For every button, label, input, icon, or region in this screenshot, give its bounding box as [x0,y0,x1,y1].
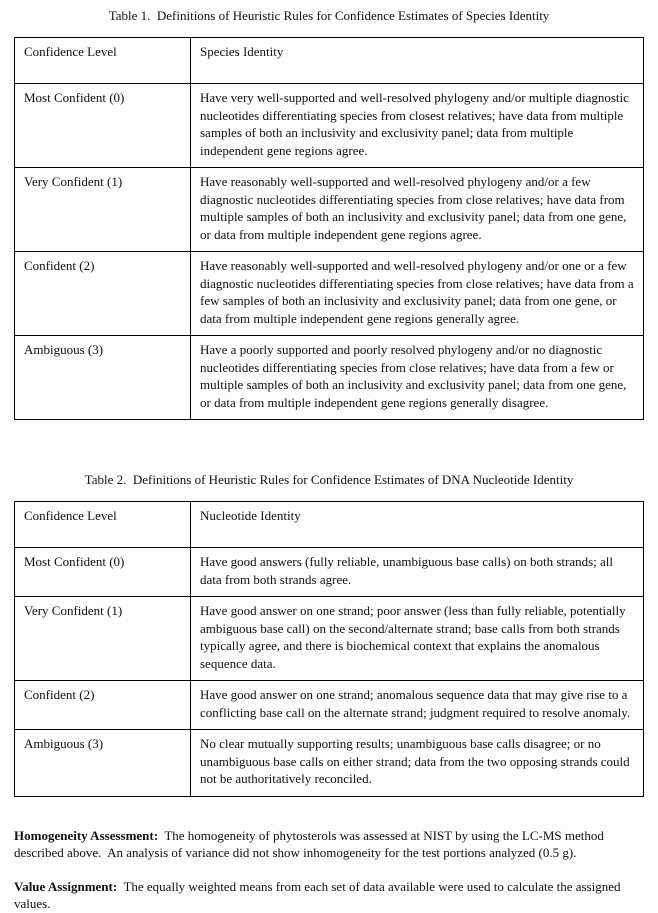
definition-cell: Have very well-supported and well-resolved phylogeny and/or multiple diagnostic nucleotides differentiating species from closest relatives; have data from multiple samples of both an inclusivity and exclusivity panel; data from multiple independent gene regions agree. [191,84,644,168]
confidence-level-cell: Most Confident (0) [15,548,191,597]
confidence-level-cell: Very Confident (1) [15,168,191,252]
table2 [14,501,644,797]
confidence-level-cell: Ambiguous (3) [15,730,191,797]
value-assignment-paragraph [14,878,644,913]
confidence-level-cell: Very Confident (1) [15,597,191,681]
table2-header-nucleotide-identity: Nucleotide Identity [191,502,644,548]
table2-header-row [15,502,644,548]
table1-row-ambiguous [15,336,644,420]
definition-cell: Have a poorly supported and poorly resolved phylogeny and/or no diagnostic nucleotides differentiating species from close relatives; have data from a few or multiple samples of both an inclusivity and exclusivity panel; data from one gene, or data from multiple independent gene regions generally disagree. [191,336,644,420]
table1-row-very-confident [15,168,644,252]
table1-row-confident [15,252,644,336]
homogeneity-assessment-paragraph [14,827,644,862]
definition-cell: Have reasonably well-supported and well-resolved phylogeny and/or one or a few diagnostic nucleotides differentiating species from close relatives; have data from a few samples of both an inclusivity and exclusivity panel; data from one gene, or data from multiple independent gene regions generally agree. [191,252,644,336]
homogeneity-assessment-label: Homogeneity Assessment: [14,827,159,843]
table1-title: Table 1. Definitions of Heuristic Rules for Confidence Estimates of Species Identity [108,8,550,23]
table2-row-ambiguous [15,730,644,797]
table1-header-species-identity: Species Identity [191,38,644,84]
table2-header-confidence-level: Confidence Level [15,502,191,548]
definition-cell: Have reasonably well-supported and well-resolved phylogeny and/or a few diagnostic nucleotides differentiating species from close relatives; have data from multiple samples of both an inclusivity and exclusivity panel; data from one gene, or data from multiple independent gene regions agree. [191,168,644,252]
confidence-level-cell: Confident (2) [15,681,191,730]
table1 [14,37,644,420]
confidence-level-cell: Confident (2) [15,252,191,336]
confidence-level-cell: Ambiguous (3) [15,336,191,420]
table1-section [14,8,644,420]
table2-row-very-confident [15,597,644,681]
table2-row-most-confident [15,548,644,597]
definition-cell: Have good answer on one strand; anomalous sequence data that may give rise to a conflicting base call on the alternate strand; judgment required to resolve anomaly. [191,681,644,730]
table2-title: Table 2. Definitions of Heuristic Rules for Confidence Estimates of DNA Nucleotide Identity [84,472,574,487]
definition-cell: Have good answer on one strand; poor answer (less than fully reliable, potentially ambiguous base call) on the second/alternate strand; base calls from both strands typically agree, and there is biochemical context that explains the anomalous sequence data. [191,597,644,681]
table2-row-confident [15,681,644,730]
definition-cell: No clear mutually supporting results; unambiguous base calls disagree; or no unambiguous base calls on either strand; data from the two opposing strands could not be authoritatively reconciled. [191,730,644,797]
value-assignment-label: Value Assignment: [14,878,118,894]
table1-header-confidence-level: Confidence Level [15,38,191,84]
table2-section [14,472,644,797]
value-assignment-text: The equally weighted means from each set of data available were used to calculate the assigned values. [14,878,624,911]
notes-section [14,827,644,913]
definition-cell: Have good answers (fully reliable, unambiguous base calls) on both strands; all data from both strands agree. [191,548,644,597]
confidence-level-cell: Most Confident (0) [15,84,191,168]
table1-row-most-confident [15,84,644,168]
table1-header-row [15,38,644,84]
homogeneity-assessment-text: The homogeneity of phytosterols was assessed at NIST by using the LC-MS method described above. An analysis of variance did not show inhomogeneity for the test portions analyzed (0.5 g). [14,827,608,860]
